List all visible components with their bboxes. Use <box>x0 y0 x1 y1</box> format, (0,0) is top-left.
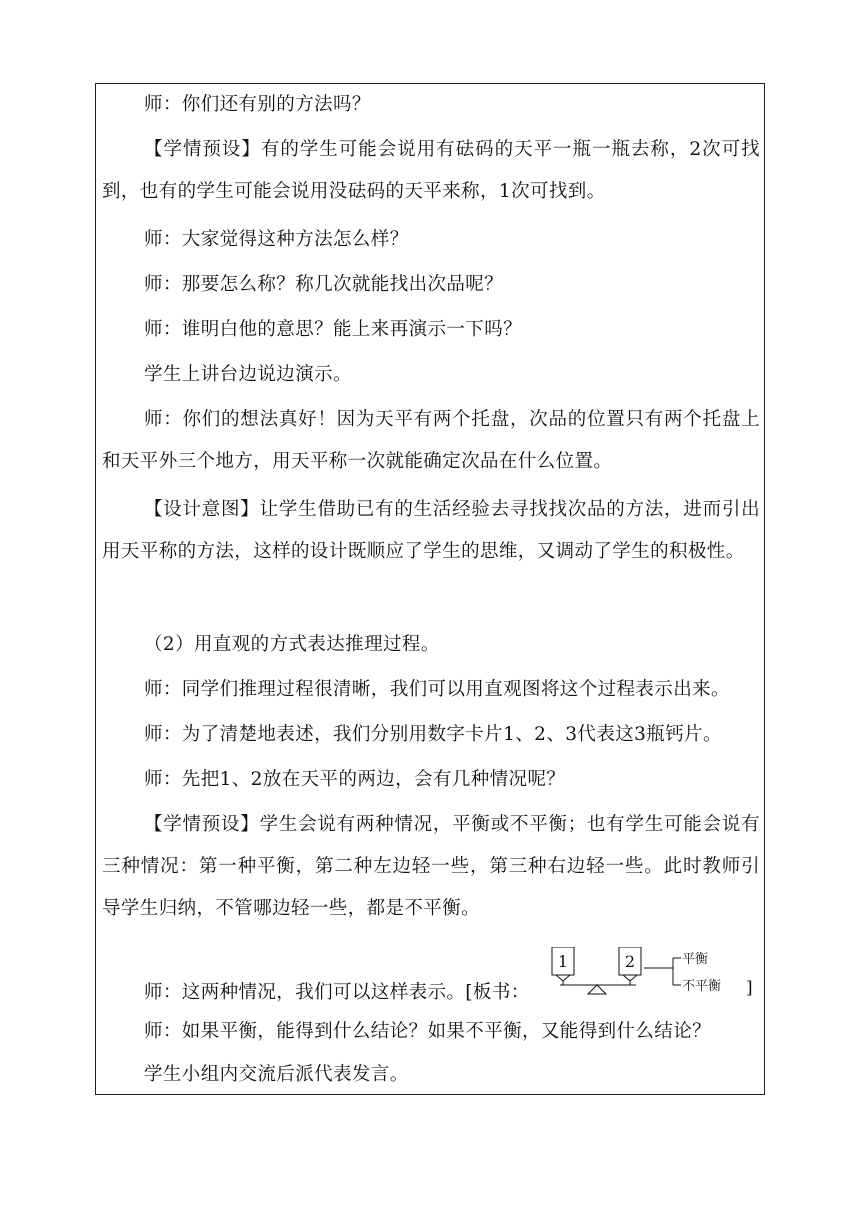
card-2-label: 2 <box>624 952 636 971</box>
section-heading-2: （2）用直观的方式表达推理过程。 <box>144 634 440 655</box>
student-report-line: 学生小组内交流后派代表发言。 <box>144 1064 409 1085</box>
right-pan-icon <box>623 975 637 981</box>
student-demo-line: 学生上讲台边说边演示。 <box>144 364 352 385</box>
teacher-line-5: 师：同学们推理过程很清晰，我们可以用直观图将这个过程表示出来。 <box>144 679 730 700</box>
teacher-line-9: 师：如果平衡，能得到什么结论？如果不平衡，又能得到什么结论？ <box>144 1021 712 1042</box>
teacher-line-2: 师：大家觉得这种方法怎么样？ <box>144 229 409 250</box>
teacher-line-4: 师：谁明白他的意思？能上来再演示一下吗？ <box>144 319 523 340</box>
teacher-line-3: 师：那要怎么称？称几次就能找出次品呢？ <box>144 274 504 295</box>
closing-bracket: ] <box>746 978 753 998</box>
teacher-paragraph-balance: 师：你们的想法真好！因为天平有两个托盘，次品的位置只有两个托盘上和天平外三个地方，用天平称一次就能确定次品在什么位置。 <box>102 409 760 472</box>
left-pan-icon <box>556 975 570 981</box>
card-1-label: 1 <box>557 952 569 971</box>
branch-balanced: 平衡 <box>682 952 709 967</box>
teacher-line-7: 师：先把1、2放在天平的两边，会有几种情况呢？ <box>144 769 566 790</box>
teacher-line-1: 师：你们还有别的方法吗？ <box>144 94 371 115</box>
preset-paragraph-1: 【学情预设】有的学生可能会说用有砝码的天平一瓶一瓶去称，2次可找到，也有的学生可能会说用没砝码的天平来称，1次可找到。 <box>102 139 760 202</box>
balance-diagram <box>548 947 756 999</box>
branch-unbalanced: 不平衡 <box>682 979 722 994</box>
design-intent-paragraph: 【设计意图】让学生借助已有的生活经验去寻找找次品的方法，进而引出用天平称的方法，这样的设计既顺应了学生的思维，又调动了学生的积极性。 <box>102 499 760 562</box>
preset-paragraph-2: 【学情预设】学生会说有两种情况，平衡或不平衡；也有学生可能会说有三种情况：第一种平衡，第二种左边轻一些，第三种右边轻一些。此时教师引导学生归纳，不管哪边轻一些，都是不平衡。 <box>102 814 760 919</box>
fulcrum-icon <box>588 985 606 994</box>
teacher-line-8: 师：这两种情况，我们可以这样表示。[板书： <box>144 982 530 1003</box>
teacher-line-6: 师：为了清楚地表述，我们分别用数字卡片1、2、3代表这3瓶钙片。 <box>144 724 722 745</box>
